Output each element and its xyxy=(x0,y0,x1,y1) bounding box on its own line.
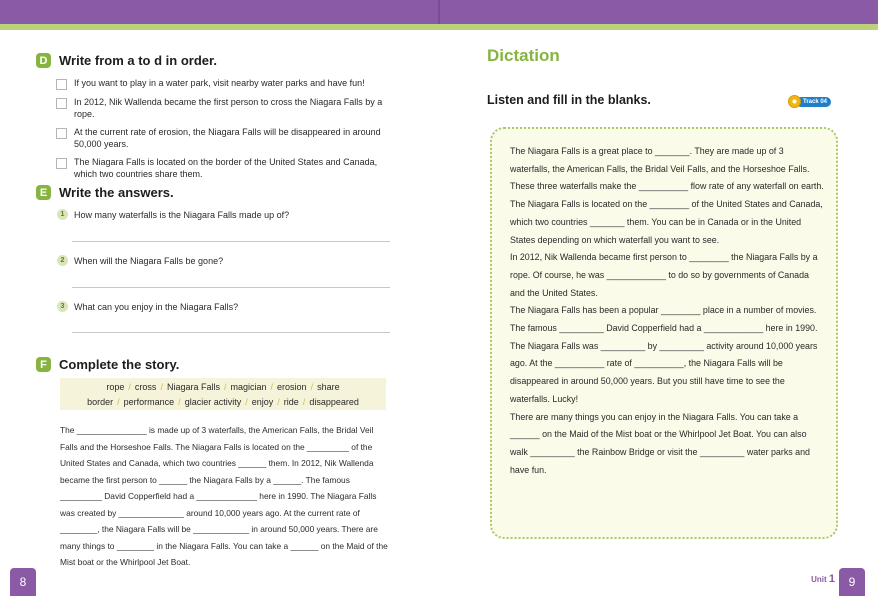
dictation-paragraph: The Niagara Falls was _________ by _________ activity around 10,000 years ago. At the __________ rate of __________, the Niagara Falls will be disappeared in around 50,000 years. But you still have time to see the waterfalls. Lucky! xyxy=(510,340,818,404)
section-d-header xyxy=(36,53,217,68)
answer-line-2[interactable] xyxy=(72,287,390,288)
order-input-box[interactable] xyxy=(56,98,67,109)
unit-word: Unit xyxy=(811,575,827,584)
question-1 xyxy=(57,209,289,220)
order-item xyxy=(56,78,401,90)
order-item-text: In 2012, Nik Wallenda became the first person to cross the Niagara Falls by a rope. xyxy=(74,97,383,119)
order-item-text: The Niagara Falls is located on the border of the United States and Canada, which two countries share them. xyxy=(74,157,378,179)
word-separator: / xyxy=(310,382,314,392)
page-number-left: 8 xyxy=(10,568,36,596)
section-e-title: Write the answers. xyxy=(59,185,174,200)
section-f-badge: F xyxy=(36,357,51,372)
section-e-header xyxy=(36,185,174,200)
dictation-instruction: Listen and fill in the blanks. xyxy=(487,93,651,107)
word-chip: magician xyxy=(230,382,267,392)
question-text: How many waterfalls is the Niagara Falls made up of? xyxy=(74,209,290,220)
track-button[interactable] xyxy=(788,95,831,108)
order-item xyxy=(56,97,401,120)
section-d-badge: D xyxy=(36,53,51,68)
dictation-paragraph: The Niagara Falls has been a popular ________ place in a number of movies. The famous _________ David Copperfield had a ____________ here in 1990. xyxy=(510,305,818,334)
answer-line-3[interactable] xyxy=(72,332,390,333)
word-chip: share xyxy=(317,382,340,392)
word-chip: glacier activity xyxy=(184,397,242,407)
word-chip: enjoy xyxy=(251,397,274,407)
question-text: When will the Niagara Falls be gone? xyxy=(74,255,224,266)
word-separator: / xyxy=(277,397,280,407)
question-3 xyxy=(57,301,238,312)
question-number: 1 xyxy=(57,209,68,220)
order-item xyxy=(56,127,401,150)
word-separator: / xyxy=(128,382,131,392)
section-e-badge: E xyxy=(36,185,51,200)
question-number: 3 xyxy=(57,301,68,312)
word-separator: / xyxy=(302,397,306,407)
word-chip: border xyxy=(87,397,114,407)
word-chip: disappeared xyxy=(309,397,359,407)
word-separator: / xyxy=(270,382,274,392)
order-item xyxy=(56,157,401,180)
question-number: 2 xyxy=(57,255,68,266)
word-chip: Niagara Falls xyxy=(166,382,220,392)
order-input-box[interactable] xyxy=(56,158,67,169)
unit-number: 1 xyxy=(828,573,835,585)
order-input-box[interactable] xyxy=(56,79,67,90)
answer-line-1[interactable] xyxy=(72,241,390,242)
dictation-paragraph: There are many things you can enjoy in the Niagara Falls. You can take a ______ on the Maid of the Mist boat or the Whirlpool Jet Boat. You can also walk _________ the Rainbow Bridge or visit the _________ water parks and have fun. xyxy=(510,411,810,475)
dictation-title: Dictation xyxy=(487,46,560,65)
word-bank-row-2 xyxy=(60,395,386,410)
track-label: Track 04 xyxy=(796,97,831,107)
dictation-paragraph: The Niagara Falls is located on the ________ of the United States and Canada, which two countries _______ them. You can be in Canada or in the United States depending on which waterfall you want to see. xyxy=(510,199,823,245)
order-list xyxy=(56,78,401,187)
section-f-header xyxy=(36,357,179,372)
page-number-right: 9 xyxy=(839,568,865,596)
book-gutter xyxy=(438,0,440,24)
order-item-text: At the current rate of erosion, the Niagara Falls will be disappeared in around 50,000 years. xyxy=(74,127,381,149)
word-separator: / xyxy=(160,382,163,392)
word-chip: cross xyxy=(134,382,157,392)
word-chip: rope xyxy=(106,382,125,392)
word-chip: ride xyxy=(283,397,299,407)
question-2 xyxy=(57,255,223,266)
top-accent-line xyxy=(0,24,878,30)
order-input-box[interactable] xyxy=(56,128,67,139)
order-item-text: If you want to play in a water park, visit nearby water parks and have fun! xyxy=(74,78,365,88)
cd-icon xyxy=(788,95,801,108)
section-f-title: Complete the story. xyxy=(59,357,180,372)
word-separator: / xyxy=(223,382,227,392)
section-d-title: Write from a to d in order. xyxy=(59,53,217,68)
word-chip: erosion xyxy=(277,382,307,392)
unit-label xyxy=(811,573,835,585)
word-separator: / xyxy=(245,397,248,407)
story-text: The _______________ is made up of 3 waterfalls, the American Falls, the Bridal Veil Falls and the Horseshoe Falls. The Niagara Falls is located on the _________ of the United States and Canada, which two countries ______ them. In 2012, Nik Wallenda became the first person to ______ the Niagara Falls by a ______. The famous _________ David Copperfield had a _____________ here in 1990. The Niagara Falls was created by ______________ around 10,000 years ago. At the current rate of ________, the Niagara Falls will be ____________ in around 50,000 years. There are many things to ________ in the Niagara Falls. You can take a ______ on the Maid of the Mist boat or the Whirlpool Jet Boat. xyxy=(60,425,388,567)
word-bank xyxy=(60,378,386,410)
dictation-paragraph: In 2012, Nik Wallenda became first person to ________ the Niagara Falls by a rope. Of course, he was ____________ to do so by governments of Canada and the United States. xyxy=(510,252,818,298)
word-bank-row-1 xyxy=(60,380,386,395)
word-separator: / xyxy=(178,397,181,407)
question-text: What can you enjoy in the Niagara Falls? xyxy=(74,301,239,312)
top-color-band xyxy=(0,0,878,24)
dictation-text xyxy=(510,143,825,479)
word-chip: performance xyxy=(123,397,175,407)
word-separator: / xyxy=(117,397,120,407)
dictation-paragraph: The Niagara Falls is a great place to _______. They are made up of 3 waterfalls, the American Falls, the Bridal Veil Falls, and the Horseshoe Falls. These three waterfalls make the __________ flow rate of any waterfall on earth. xyxy=(510,146,824,192)
